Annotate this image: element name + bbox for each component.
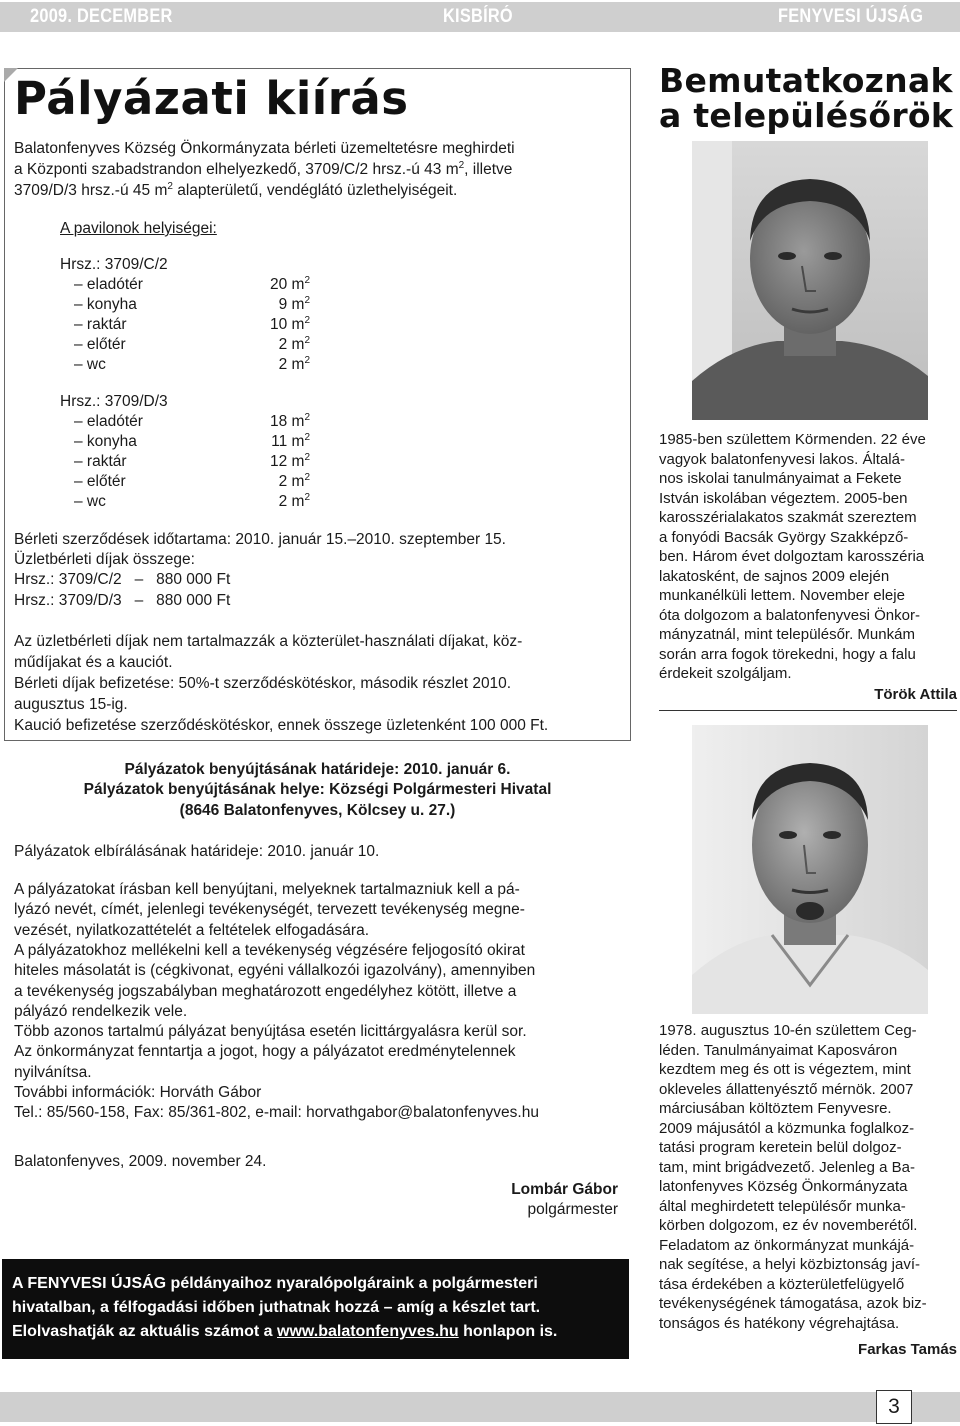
fee-line: Hrsz.: 3709/C/2 – 880 000 Ft [14, 571, 231, 588]
fee-line: Hrsz.: 3709/D/3 – 880 000 Ft [14, 592, 231, 609]
body-line: hiteles másolatát is (cégkivonat, egyéni vállalkozói igazolvány), amennyiben [14, 962, 536, 980]
bio-line: tonságos és hatékony végrehajtása. [659, 1314, 900, 1332]
body-line: Több azonos tartalmú pályázat benyújtása esetén licittárgyalásra kerül sor. [14, 1023, 527, 1041]
room-size: 2 $m^2$ [278, 355, 310, 373]
fees-heading: Üzletbérleti díjak összege: [14, 551, 195, 568]
portrait-photo-2 [692, 725, 928, 1014]
plot2-title: Hrsz.: 3709/D/3 [60, 393, 168, 410]
bio-line: márciusában költöztem Fenyvesre. [659, 1100, 892, 1117]
bio-line: során arra fogok törekedni, hogy a falu [659, 645, 916, 663]
bio-line: kezdtem meg és ott is végeztem, mint [659, 1061, 911, 1078]
room-size: 10 $m^2$ [269, 315, 310, 333]
guards-title: Bemutatkoznak a településőrök [659, 61, 954, 135]
body-line: További információk: Horváth Gábor [14, 1084, 262, 1101]
deposit-terms: Kaució befizetése szerződéskötéskor, ennek összege üzletenként 100 000 Ft. [14, 717, 549, 734]
bio-line: a fonyódi Bacsák György Szakképző- [659, 528, 909, 546]
room-size: 12 $m^2$ [269, 452, 310, 470]
room-size: 2 $m^2$ [278, 492, 310, 510]
bio-line: nos iskolai tanulmányaimat a Fekete [659, 470, 902, 487]
bio-line: óta dolgozom a balatonfenyvesi Önkor- [659, 606, 920, 624]
room-name: – eladótér [74, 276, 143, 293]
room-size: 2 $m^2$ [278, 472, 310, 490]
room-name: – raktár [74, 453, 127, 470]
distribution-notice [2, 1259, 629, 1359]
fees-note: műdíjakat és a kauciót. [14, 654, 173, 671]
bio-line: tevékenységének támogatása, azok biz- [659, 1295, 927, 1312]
room-name: – konyha [74, 296, 137, 313]
evaluation-deadline: Pályázatok elbírálásának határideje: 2010. január 10. [14, 843, 380, 860]
body-line: nyilvánítsa. [14, 1063, 92, 1081]
notice-line: Elolvashatják az aktuális számot a www.balatonfenyves.hu honlapon is. [12, 1323, 558, 1340]
portrait-photo-1 [692, 141, 928, 420]
bio-line: körben dolgozom, ez év novemberétől. [659, 1217, 918, 1234]
fees-note: Az üzletbérleti díjak nem tartalmazzák a közterület-használati díjakat, köz- [14, 633, 523, 650]
bio-line: mányzatnál, mint településőr. Munkám [659, 626, 915, 643]
bio-line: vagyok balatonfenyvesi lakos. Általá- [659, 450, 905, 468]
body-line: A pályázatokat írásban kell benyújtani, melyeknek tartalmazniuk kell a pá- [14, 881, 520, 898]
tender-intro-line: a Központi szabadstrandon elhelyezkedő, 3709/C/2 hrsz.-ú 43 $m^2$, illetve [14, 160, 513, 178]
body-line: vezését, nyilatkozattételét a feltételek elfogadására. [14, 921, 369, 939]
contract-period: Bérleti szerződések időtartama: 2010. január 15.–2010. szeptember 15. [14, 531, 506, 548]
body-line: Tel.: 85/560-158, Fax: 85/361-802, e-mail: horvathgabor@balatonfenyves.hu [14, 1104, 539, 1122]
header-date: 2009. DECEMBER [30, 6, 173, 27]
bio-line: tatási program keretein belül dolgoz- [659, 1139, 902, 1156]
pavilion-heading: A pavilonok helyiségei: [60, 220, 217, 237]
room-name: – raktár [74, 316, 127, 333]
bio-line: tam, mint brigádvezető. Jelenleg a Ba- [659, 1158, 915, 1176]
room-size: 9 $m^2$ [278, 295, 310, 313]
submission-place: Pályázatok benyújtásának helye: Községi Polgármesteri Hivatal [83, 781, 552, 798]
bio-line: okleveles állattenyésztő mérnök. 2007 [659, 1080, 914, 1098]
notice-line: A FENYVESI ÚJSÁG példányaihoz nyaralópolgáraink a polgármesteri [12, 1275, 538, 1292]
bio-line: érdekeit szolgáljam. [659, 665, 792, 682]
bio-line: Feladatom az önkormányzat munkájá- [659, 1236, 915, 1254]
website-link[interactable]: www.balatonfenyves.hu [277, 1323, 459, 1340]
tender-intro-line: Balatonfenyves Község Önkormányzata bérleti üzemeltetésre meghirdeti [14, 140, 515, 157]
signer-role: polgármester [527, 1201, 618, 1218]
header-publication: FENYVESI ÚJSÁG [778, 6, 924, 27]
room-size: 2 $m^2$ [278, 335, 310, 353]
bio-line: munkanélküli lettem. November eleje [659, 587, 905, 604]
bio-line: 1978. augusztus 10-én születtem Ceg- [659, 1022, 917, 1039]
bio-line: léden. Tanulmányaimat Kaposváron [659, 1041, 898, 1059]
room-name: – előtér [74, 473, 126, 490]
person1-name: Török Attila [874, 686, 957, 703]
place-date: Balatonfenyves, 2009. november 24. [14, 1153, 267, 1170]
body-line: lyázó nevét, címét, jelenlegi tevékenységét, tervezett tevékenység megne- [14, 901, 525, 919]
bio-line: által meghirdetett településőr munka- [659, 1197, 906, 1215]
notice-line: hivatalban, a félfogadási időben juthatnak hozzá – amíg a készlet tart. [12, 1299, 541, 1316]
bio-line: tása érdekében a közterületfelügyelő [659, 1275, 905, 1293]
person2-name: Farkas Tamás [858, 1341, 957, 1358]
room-name: – eladótér [74, 413, 143, 430]
room-name: – wc [74, 493, 106, 510]
bio-line: nak segítése, a helyi közbiztonság javí- [659, 1256, 920, 1273]
room-name: – előtér [74, 336, 126, 353]
room-size: 18 $m^2$ [269, 412, 310, 430]
bio-line: István iskolában végeztem. 2005-ben [659, 489, 908, 507]
signer-name: Lombár Gábor [511, 1181, 618, 1198]
body-line: Az önkormányzat fenntartja a jogot, hogy a pályázatot eredménytelennek [14, 1043, 516, 1061]
body-line: pályázó rendelkezik vele. [14, 1002, 188, 1020]
page-number: 3 [876, 1390, 912, 1424]
body-line: A pályázatokhoz mellékelni kell a tevékenység végzésére feljogosító okirat [14, 941, 525, 959]
header-bar [0, 2, 960, 32]
submission-deadline: Pályázatok benyújtásának határideje: 2010. január 6. [124, 761, 511, 778]
bio-line: ben. Három évet dolgoztam karosszéria [659, 548, 925, 565]
room-name: – konyha [74, 433, 137, 450]
divider [659, 710, 957, 711]
bio-line: lakatosként, de sajnos 2009 elején [659, 567, 890, 585]
bio-line: karosszérialakatos szakmát szereztem [659, 509, 917, 526]
room-size: 20 $m^2$ [269, 275, 310, 293]
payment-terms: augusztus 15-ig. [14, 696, 128, 713]
header-section: KISBÍRÓ [443, 6, 513, 27]
bio-line: latonfenyves Község Önkormányzata [659, 1178, 908, 1195]
plot1-title: Hrsz.: 3709/C/2 [60, 256, 168, 273]
bio-line: 2009 májusától a közmunka foglalkoz- [659, 1119, 915, 1137]
room-name: – wc [74, 356, 106, 373]
submission-address: (8646 Balatonfenyves, Kölcsey u. 27.) [179, 802, 456, 819]
tender-intro-line: 3709/D/3 hrsz.-ú 45 $m^2$ alapterületű, vendéglátó üzlethelyiségeit. [14, 181, 458, 199]
payment-terms: Bérleti díjak befizetése: 50%-t szerződéskötéskor, második részlet 2010. [14, 675, 512, 692]
room-size: 11 $m^2$ [271, 432, 310, 450]
bio-line: 1985-ben születtem Körmenden. 22 éve [659, 431, 926, 448]
footer-bar [0, 1392, 960, 1422]
tender-title: Pályázati kiírás [14, 72, 409, 125]
body-line: a tevékenység jogszabályban meghatározott engedélyhez kötött, illetve a [14, 982, 517, 1000]
